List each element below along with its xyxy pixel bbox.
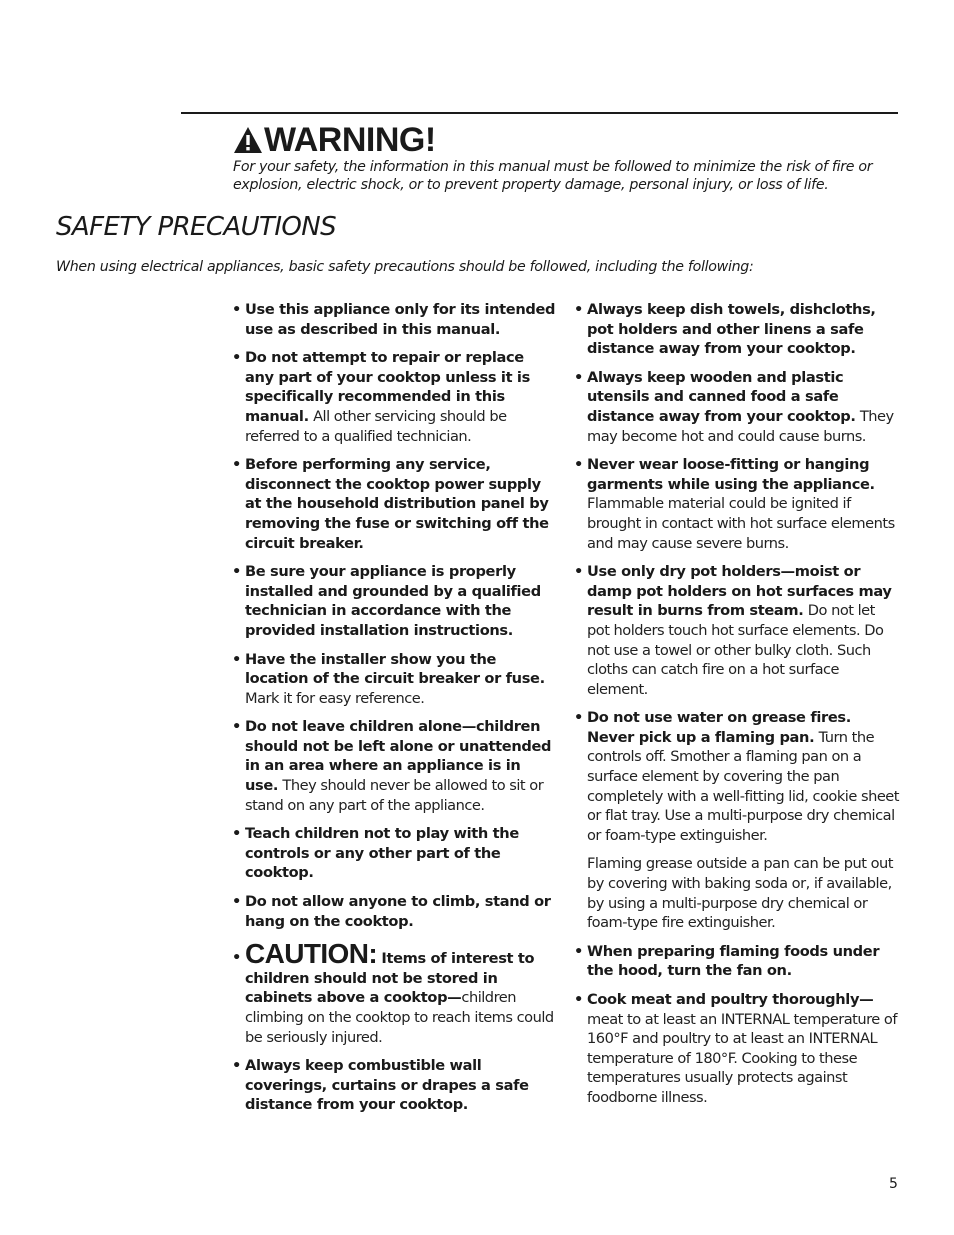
left-column [232,300,557,1124]
grease-fire-paragraph: Flaming grease outside a pan can be put out by covering with baking soda or, if available, by using a multi-purpose dry chemical or foam-type fire extinguisher. [587,855,894,932]
item-normal-text: Mark it for easy reference. [245,689,425,707]
bullet: • [574,456,583,474]
item-bold-text: Always keep wooden and plastic utensils and canned food a safe distance away from your cooktop. [587,368,856,425]
item-normal-text: They should never be allowed to sit or stand on any part of the appliance. [245,777,544,814]
item-bold-text: Always keep combustible wall coverings, curtains or drapes a safe distance from your cooktop. [245,1057,529,1114]
item-bold-text: Always keep dish towels, dishcloths, pot holders and other linens a safe distance away from your cooktop. [587,301,876,358]
item-normal-text: All other servicing should be referred to a qualified technician. [245,407,507,445]
bullet: • [232,825,241,843]
item-bold-text: Before performing any service, disconnect the cooktop power supply at the household distribution panel by removing the fuse or switching off the circuit breaker. [245,456,549,552]
item-bold-text: Never wear loose-fitting or hanging garments while using the appliance. [587,456,875,493]
item-normal-text: Do not let pot holders touch hot surface elements. Do not use a towel or other bulky cloth. Such cloths can catch fire on a hot surface element. [587,602,884,698]
item-normal-text: children climbing on the cooktop to reach items could be seriously injured. [245,989,554,1046]
list-item [232,348,557,446]
bullet: • [232,650,241,668]
list-item [232,650,557,709]
item-bold-text: Do not allow anyone to climb, stand or hang on the cooktop. [245,893,551,930]
page-number: 5 [889,1176,898,1192]
caution-label: CAUTION: [245,938,378,970]
list-item [232,300,557,339]
item-bold-text: Have the installer show you the location of the circuit breaker or fuse. [245,650,545,688]
warning-triangle-icon [233,126,263,154]
bullet: • [574,368,583,386]
item-bold-text: Items of interest to children should not be stored in cabinets above a cooktop— [245,950,535,1007]
bullet: • [574,301,583,318]
list-item [574,562,899,699]
item-bold-text: When preparing flaming foods under the hood, turn the fan on. [587,942,880,980]
warning-title: WARNING! [264,120,436,159]
list-item [574,368,899,446]
bullet: • [574,709,583,727]
item-normal-text: Turn the controls off. Smother a flaming pan on a surface element by covering the pan completely with a well-fitting lid, cookie sheet or flat tray. Use a multi-purpose dry chemical or foam-type extinguisher. [587,728,899,844]
caution-item [232,940,557,1047]
item-bold-text: Be sure your appliance is properly installed and grounded by a qualified technician in accordance with the provided installation instructions. [245,563,541,639]
list-item [232,717,557,815]
section-title: SAFETY PRECAUTIONS [56,212,337,242]
item-normal-text: They may become hot and could cause burns. [587,407,894,445]
list-item [574,455,899,553]
list-item [232,824,557,883]
list-item [232,455,557,553]
item-normal-text: Flammable material could be ignited if brought in contact with hot surface elements and may cause severe burns. [587,495,895,552]
item-bold-text: Use only dry pot holders—moist or damp pot holders on hot surfaces may result in burns from steam. [587,563,892,620]
list-item [232,562,557,640]
bullet: • [232,1057,241,1075]
item-bold-text: Do not attempt to repair or replace any part of your cooktop unless it is specifically recommended in this manual. [245,349,530,425]
bullet: • [574,942,583,960]
item-bold-text: Do not use water on grease fires. Never pick up a flaming pan. [587,709,851,746]
bullet: • [232,301,241,318]
list-item [574,300,899,359]
item-bold-text: Do not leave children alone—children should not be left alone or unattended in an area where an appliance is in use. [245,718,552,795]
list-item [574,990,899,1108]
bullet: • [232,718,241,736]
item-bold-text: Teach children not to play with the controls or any other part of the cooktop. [245,825,519,882]
warning-header [233,120,436,160]
bullet: • [232,456,241,474]
warning-text: For your safety, the information in this manual must be followed to minimize the risk of fire or explosion, electric shock, or to prevent property damage, personal injury, or loss of life. [233,159,873,193]
list-item [232,892,557,931]
bullet: • [232,349,241,367]
list-item [232,1056,557,1115]
bullet: • [232,893,241,911]
list-item [574,942,899,981]
section-intro: When using electrical appliances, basic safety precautions should be followed, including the following: [56,259,754,275]
right-column [574,300,899,1117]
item-bold-text: Cook meat and poultry thoroughly— [587,991,874,1008]
item-bold-text: Use this appliance only for its intended use as described in this manual. [245,301,556,338]
list-item [574,708,899,845]
bullet: • [574,563,583,581]
bullet: • [574,991,583,1008]
bullet: • [232,949,241,967]
item-normal-text: meat to at least an INTERNAL temperature of 160°F and poultry to at least an INTERNAL temperature of 180°F. Cooking to these temperatures usually protects against foodborne illness. [587,1010,897,1106]
top-rule [181,112,898,114]
bullet: • [232,563,241,581]
